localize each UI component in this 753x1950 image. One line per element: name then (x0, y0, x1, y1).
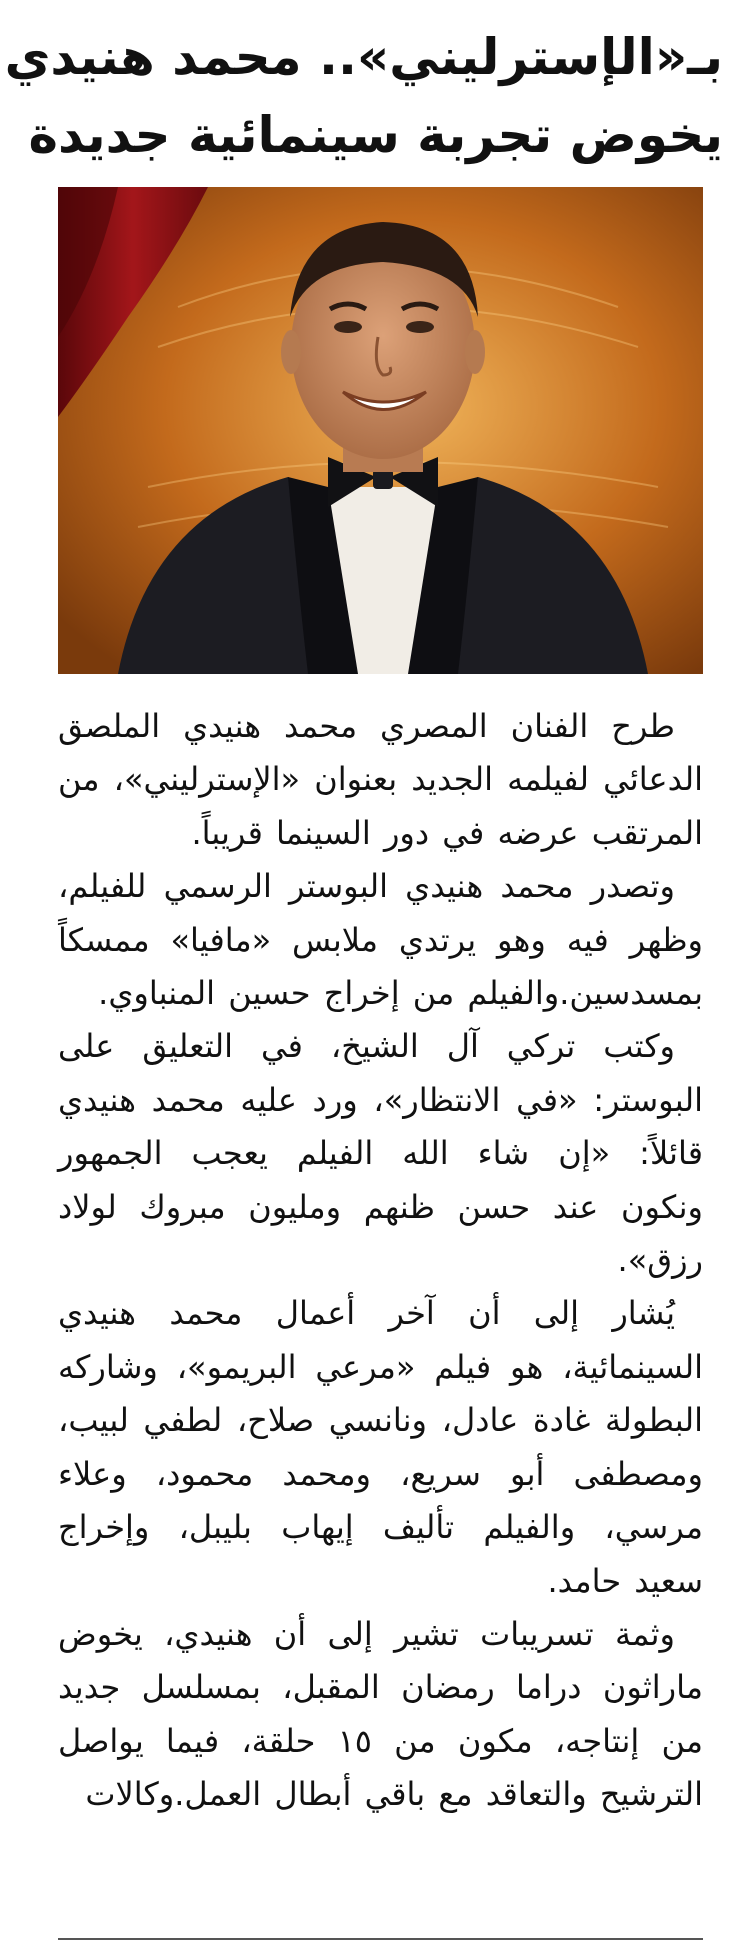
paragraph-1: طرح الفنان المصري محمد هنيدي الملصق الدعائي لفيلمه الجديد بعنوان «الإسترليني»، من المرتقب عرضه في دور السينما قريباً. (58, 707, 703, 852)
headline-line-2: يخوض تجربة سينمائية جديدة (28, 106, 723, 164)
headline-line-1: بـ«الإسترليني».. محمد هنيدي (4, 28, 723, 86)
headline (4, 18, 723, 174)
paragraph-5: وثمة تسريبات تشير إلى أن هنيدي، يخوض ماراثون دراما رمضان المقبل، بمسلسل جديد من إنتاجه، مكون من ١٥ حلقة، فيما يواصل الترشيح والتعاقد مع باقي أبطال العمل.وكالات (58, 1614, 704, 1814)
portrait-illustration (58, 187, 703, 674)
paragraph-3: وكتب تركي آل الشيخ، في التعليق على البوستر: «في الانتظار»، ورد عليه محمد هنيدي قائلاً: «إن شاء الله الفيلم يعجب الجمهور ونكون عند حسن ظنهم ومليون مبروك لولاد رزق». (58, 1027, 703, 1280)
article-body (58, 700, 703, 1822)
bottom-divider (58, 1938, 703, 1940)
paragraph-2: وتصدر محمد هنيدي البوستر الرسمي للفيلم، وظهر فيه وهو يرتدي ملابس «مافيا» ممسكاً بمسدسين.والفيلم من إخراج حسين المنباوي. (58, 867, 703, 1013)
paragraph-4: يُشار إلى أن آخر أعمال محمد هنيدي السينمائية، هو فيلم «مرعي البريمو»، وشاركه البطولة غادة عادل، ونانسي صلاح، لطفي لبيب، ومصطفى أبو سريع، ومحمد محمود، وعلاء مرسي، والفيلم تأليف إيهاب بليبل، وإخراج سعيد حامد. (58, 1294, 703, 1600)
article-photo (58, 187, 703, 674)
